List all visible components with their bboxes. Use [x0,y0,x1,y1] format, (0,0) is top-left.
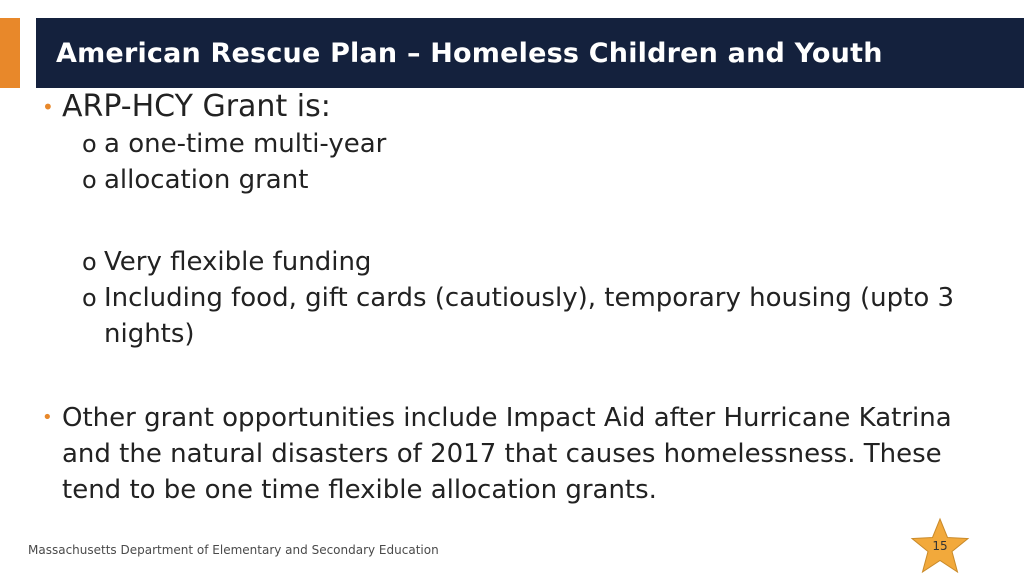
slide-title: American Rescue Plan – Homeless Children and Youth [56,37,883,69]
sub-bullet-flexible [42,244,992,280]
spacer [42,198,992,244]
sub-bullet-text: allocation grant [104,165,309,195]
sub-bullet-marker: o [82,130,97,158]
sub-bullet-marker: o [82,284,97,312]
title-bar [36,18,1024,88]
spacer [42,352,992,400]
sub-bullet-one-time [42,126,992,162]
footer-organization: Massachusetts Department of Elementary and Secondary Education [28,543,439,557]
bullet-text: Other grant opportunities include Impact Aid after Hurricane Katrina and the natural disasters of 2017 that causes homelessness. These tend to be one time flexible allocation grants. [62,403,952,505]
sub-bullet-text: a one-time multi-year [104,129,387,159]
page-number-badge [908,516,972,576]
sub-bullet-text: Very flexible funding [104,247,372,277]
sub-bullet-text: Including food, gift cards (cautiously), temporary housing (upto 3 nights) [104,283,955,349]
accent-bar [0,18,20,88]
bullet-text: ARP-HCY Grant is: [62,89,331,124]
bullet-grant-heading [42,88,992,126]
bullet-other-opportunities [42,400,992,508]
slide-body [42,88,992,508]
sub-bullet-including [42,280,992,352]
page-number: 15 [932,539,948,553]
bullet-dot: • [42,407,53,428]
bullet-dot: • [42,95,54,119]
sub-bullet-marker: o [82,166,97,194]
sub-bullet-marker: o [82,248,97,276]
sub-bullet-allocation [42,162,992,198]
